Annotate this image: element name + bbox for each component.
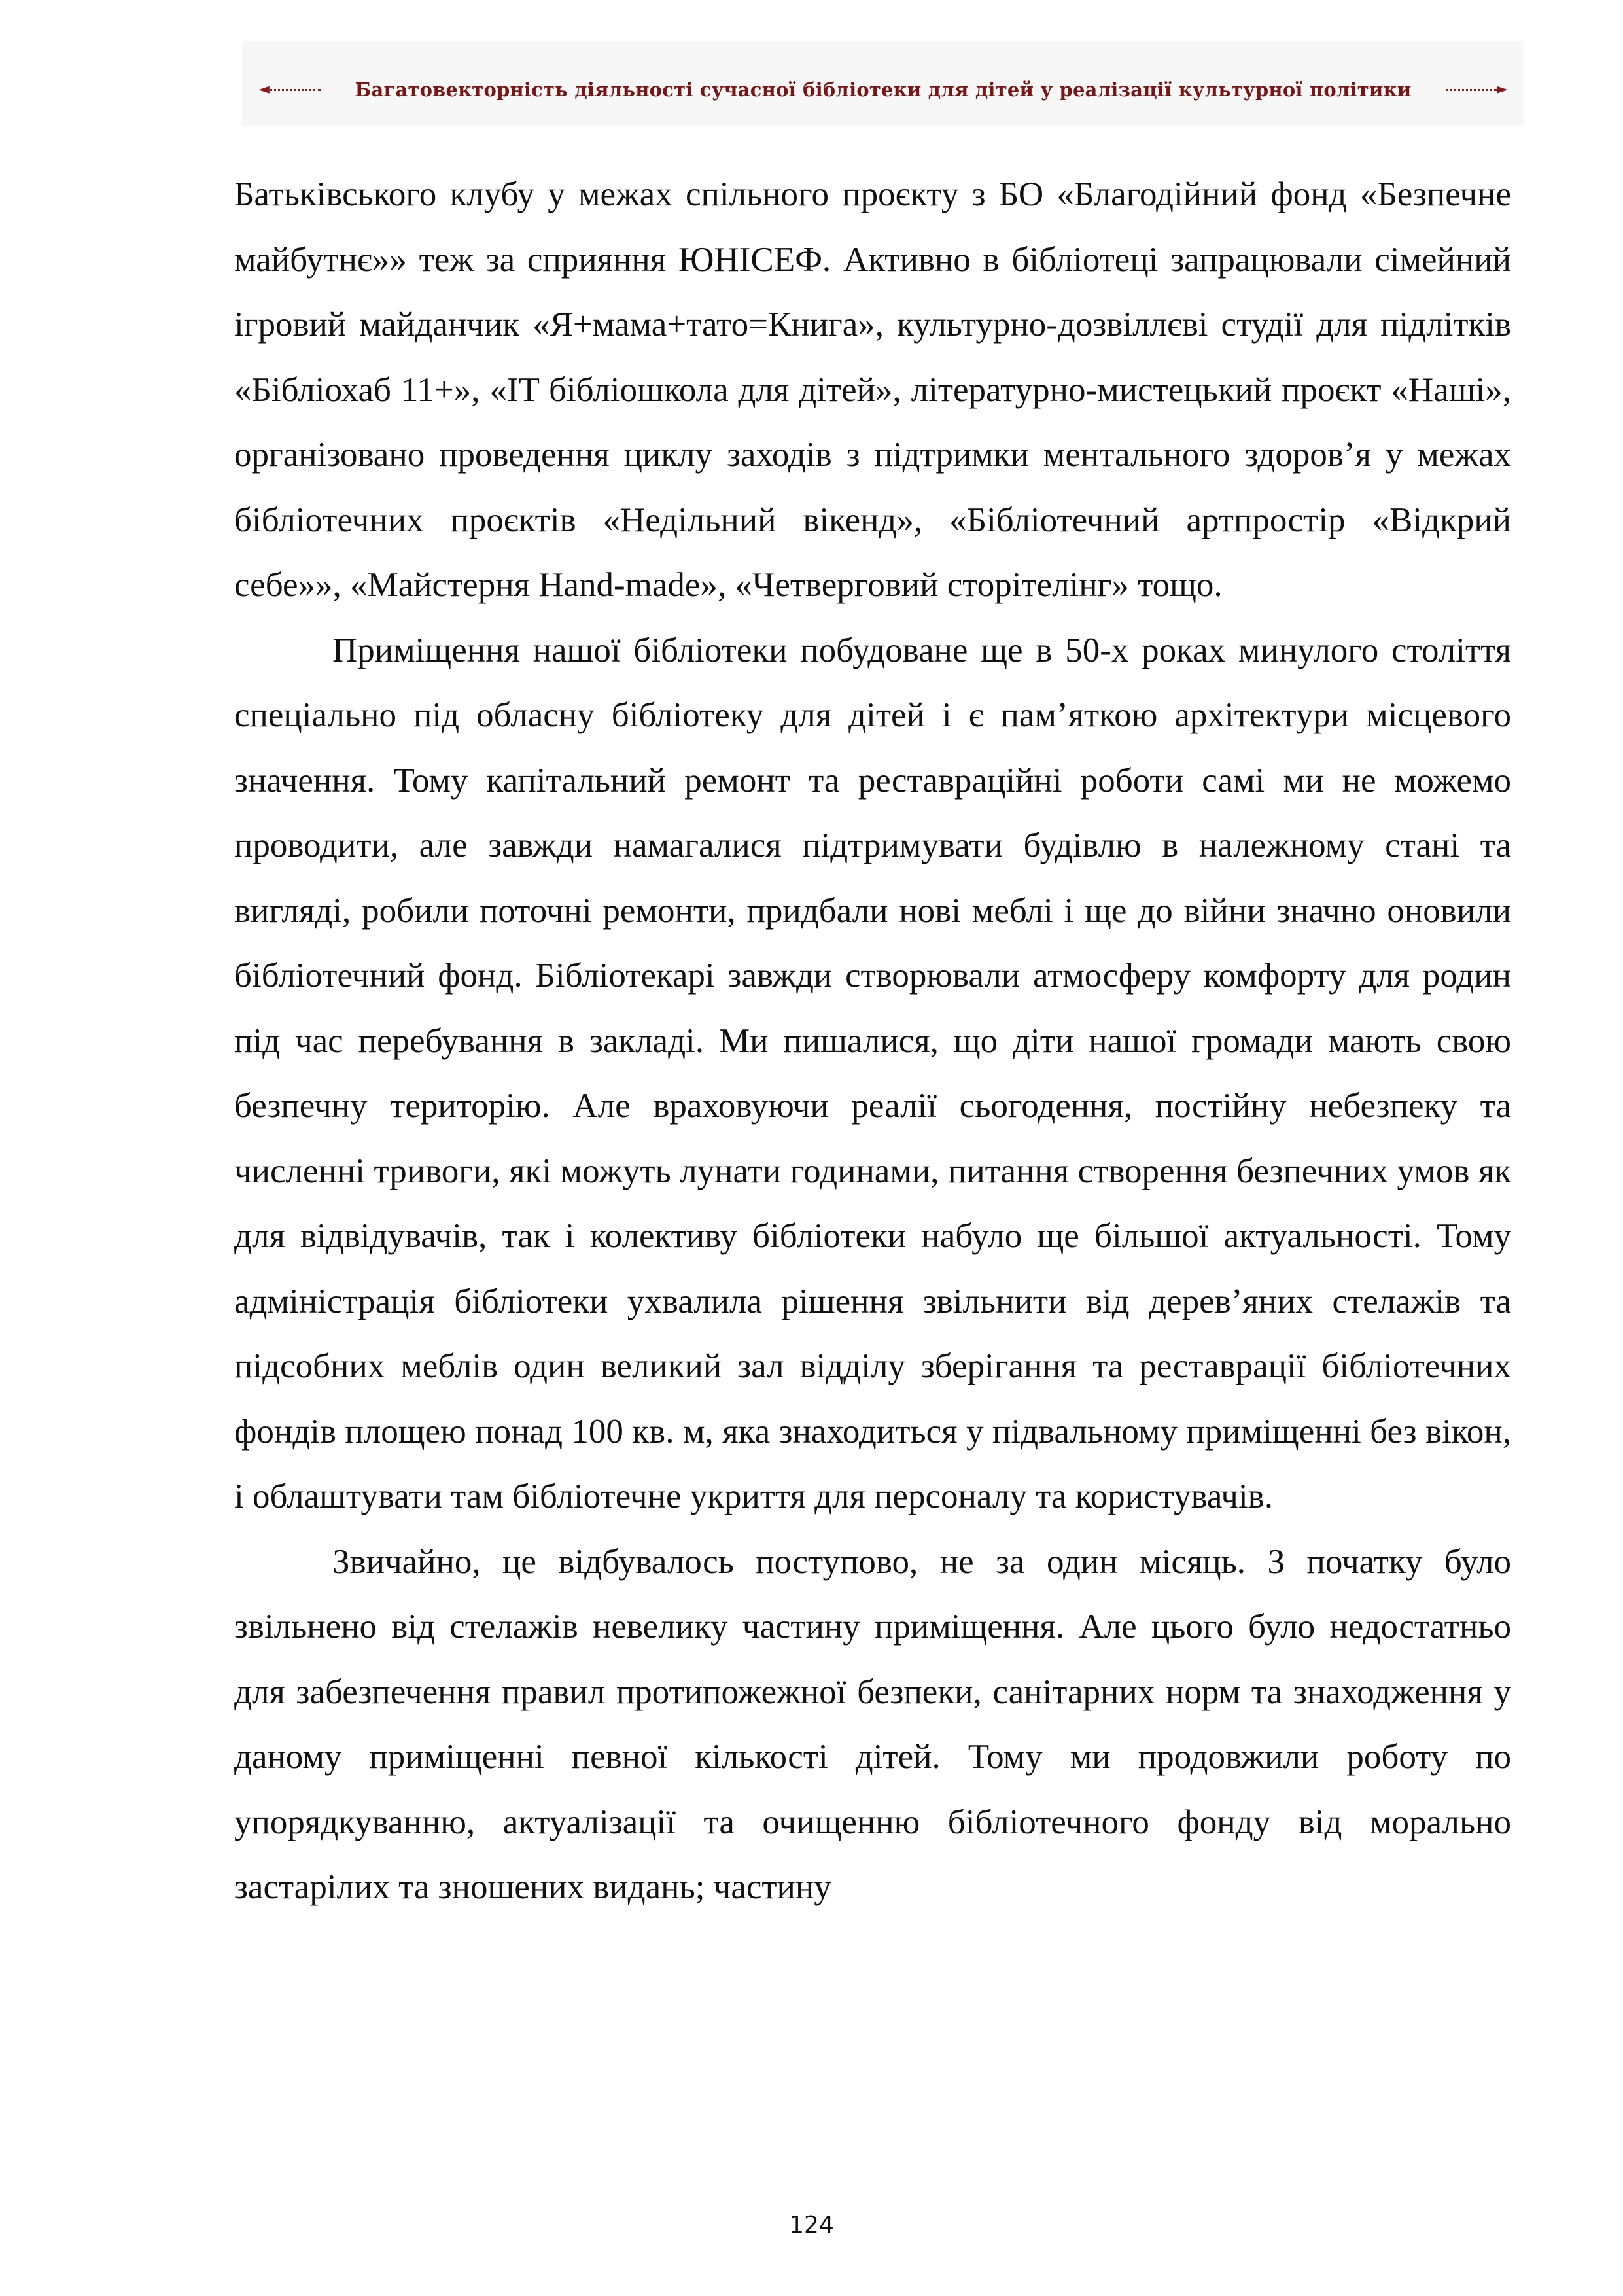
paragraph-1: Батьківського клубу у межах спільного проєкту з БО «Благодійний фонд «Безпечне майбутнє»» теж за сприяння ЮНІСЕФ. Активно в бібліотеці запрацювали сімейний ігровий майданчик «Я+мама+тато=Книга», культурно-дозвіллєві студії для підлітків «Бібліохаб 11+», «IT бібліошкола для дітей», літературно-мистецький проєкт «Наші», організовано проведення циклу заходів з підтримки ментального здоров’я у межах бібліотечних проєктів «Недільний вікенд», «Бібліотечний артпростір «Відкрий себе»», «Майстерня Hand-made», «Четверговий сторітелінг» тощо. xyxy=(234,175,1511,604)
left-arrow-icon: ◄ xyxy=(258,82,321,97)
running-header xyxy=(242,41,1524,126)
main-text xyxy=(234,162,1511,1920)
running-title: Багатовекторність діяльності сучасної бібліотеки для дітей у реалізації культурної політики xyxy=(355,79,1412,101)
running-header-row xyxy=(242,79,1524,101)
paragraph-3: Звичайно, це відбувалось поступово, не за один місяць. З початку було звільнено від стелажів невелику частину приміщення. Але цього було недостатньо для забезпечення правил протипожежної безпеки, санітарних норм та знаходження у даному приміщенні певної кількості дітей. Тому ми продовжили роботу по упорядкуванню, актуалізації та очищенню бібліотечного фонду від морально застарілих та зношених видань; частину xyxy=(234,1542,1511,1906)
paragraph-2: Приміщення нашої бібліотеки побудоване ще в 50-х роках минулого століття спеціально під обласну бібліотеку для дітей і є пам’яткою архітектури місцевого значення. Тому капітальний ремонт та реставраційні роботи самі ми не можемо проводити, але завжди намагалися підтримувати будівлю в належному стані та вигляді, робили поточні ремонти, придбали нові меблі і ще до війни значно оновили бібліотечний фонд. Бібліотекарі завжди створювали атмосферу комфорту для родин під час перебування в закладі. Ми пишалися, що діти нашої громади мають свою безпечну територію. Але враховуючи реалії сьогодення, постійну небезпеку та численні тривоги, які можуть лунати годинами, питання створення безпечних умов як для відвідувачів, так і колективу бібліотеки набуло ще більшої актуальності. Тому адміністрація бібліотеки ухвалила рішення звільнити від дерев’яних стелажів та підсобних меблів один великий зал відділу зберігання та реставрації бібліотечних фондів площею понад 100 кв. м, яка знаходиться у підвальному приміщенні без вікон, і облаштувати там бібліотечне укриття для персоналу та користувачів. xyxy=(234,631,1511,1515)
page-number: 124 xyxy=(789,2212,834,2238)
right-arrow-icon: ► xyxy=(1446,82,1508,97)
